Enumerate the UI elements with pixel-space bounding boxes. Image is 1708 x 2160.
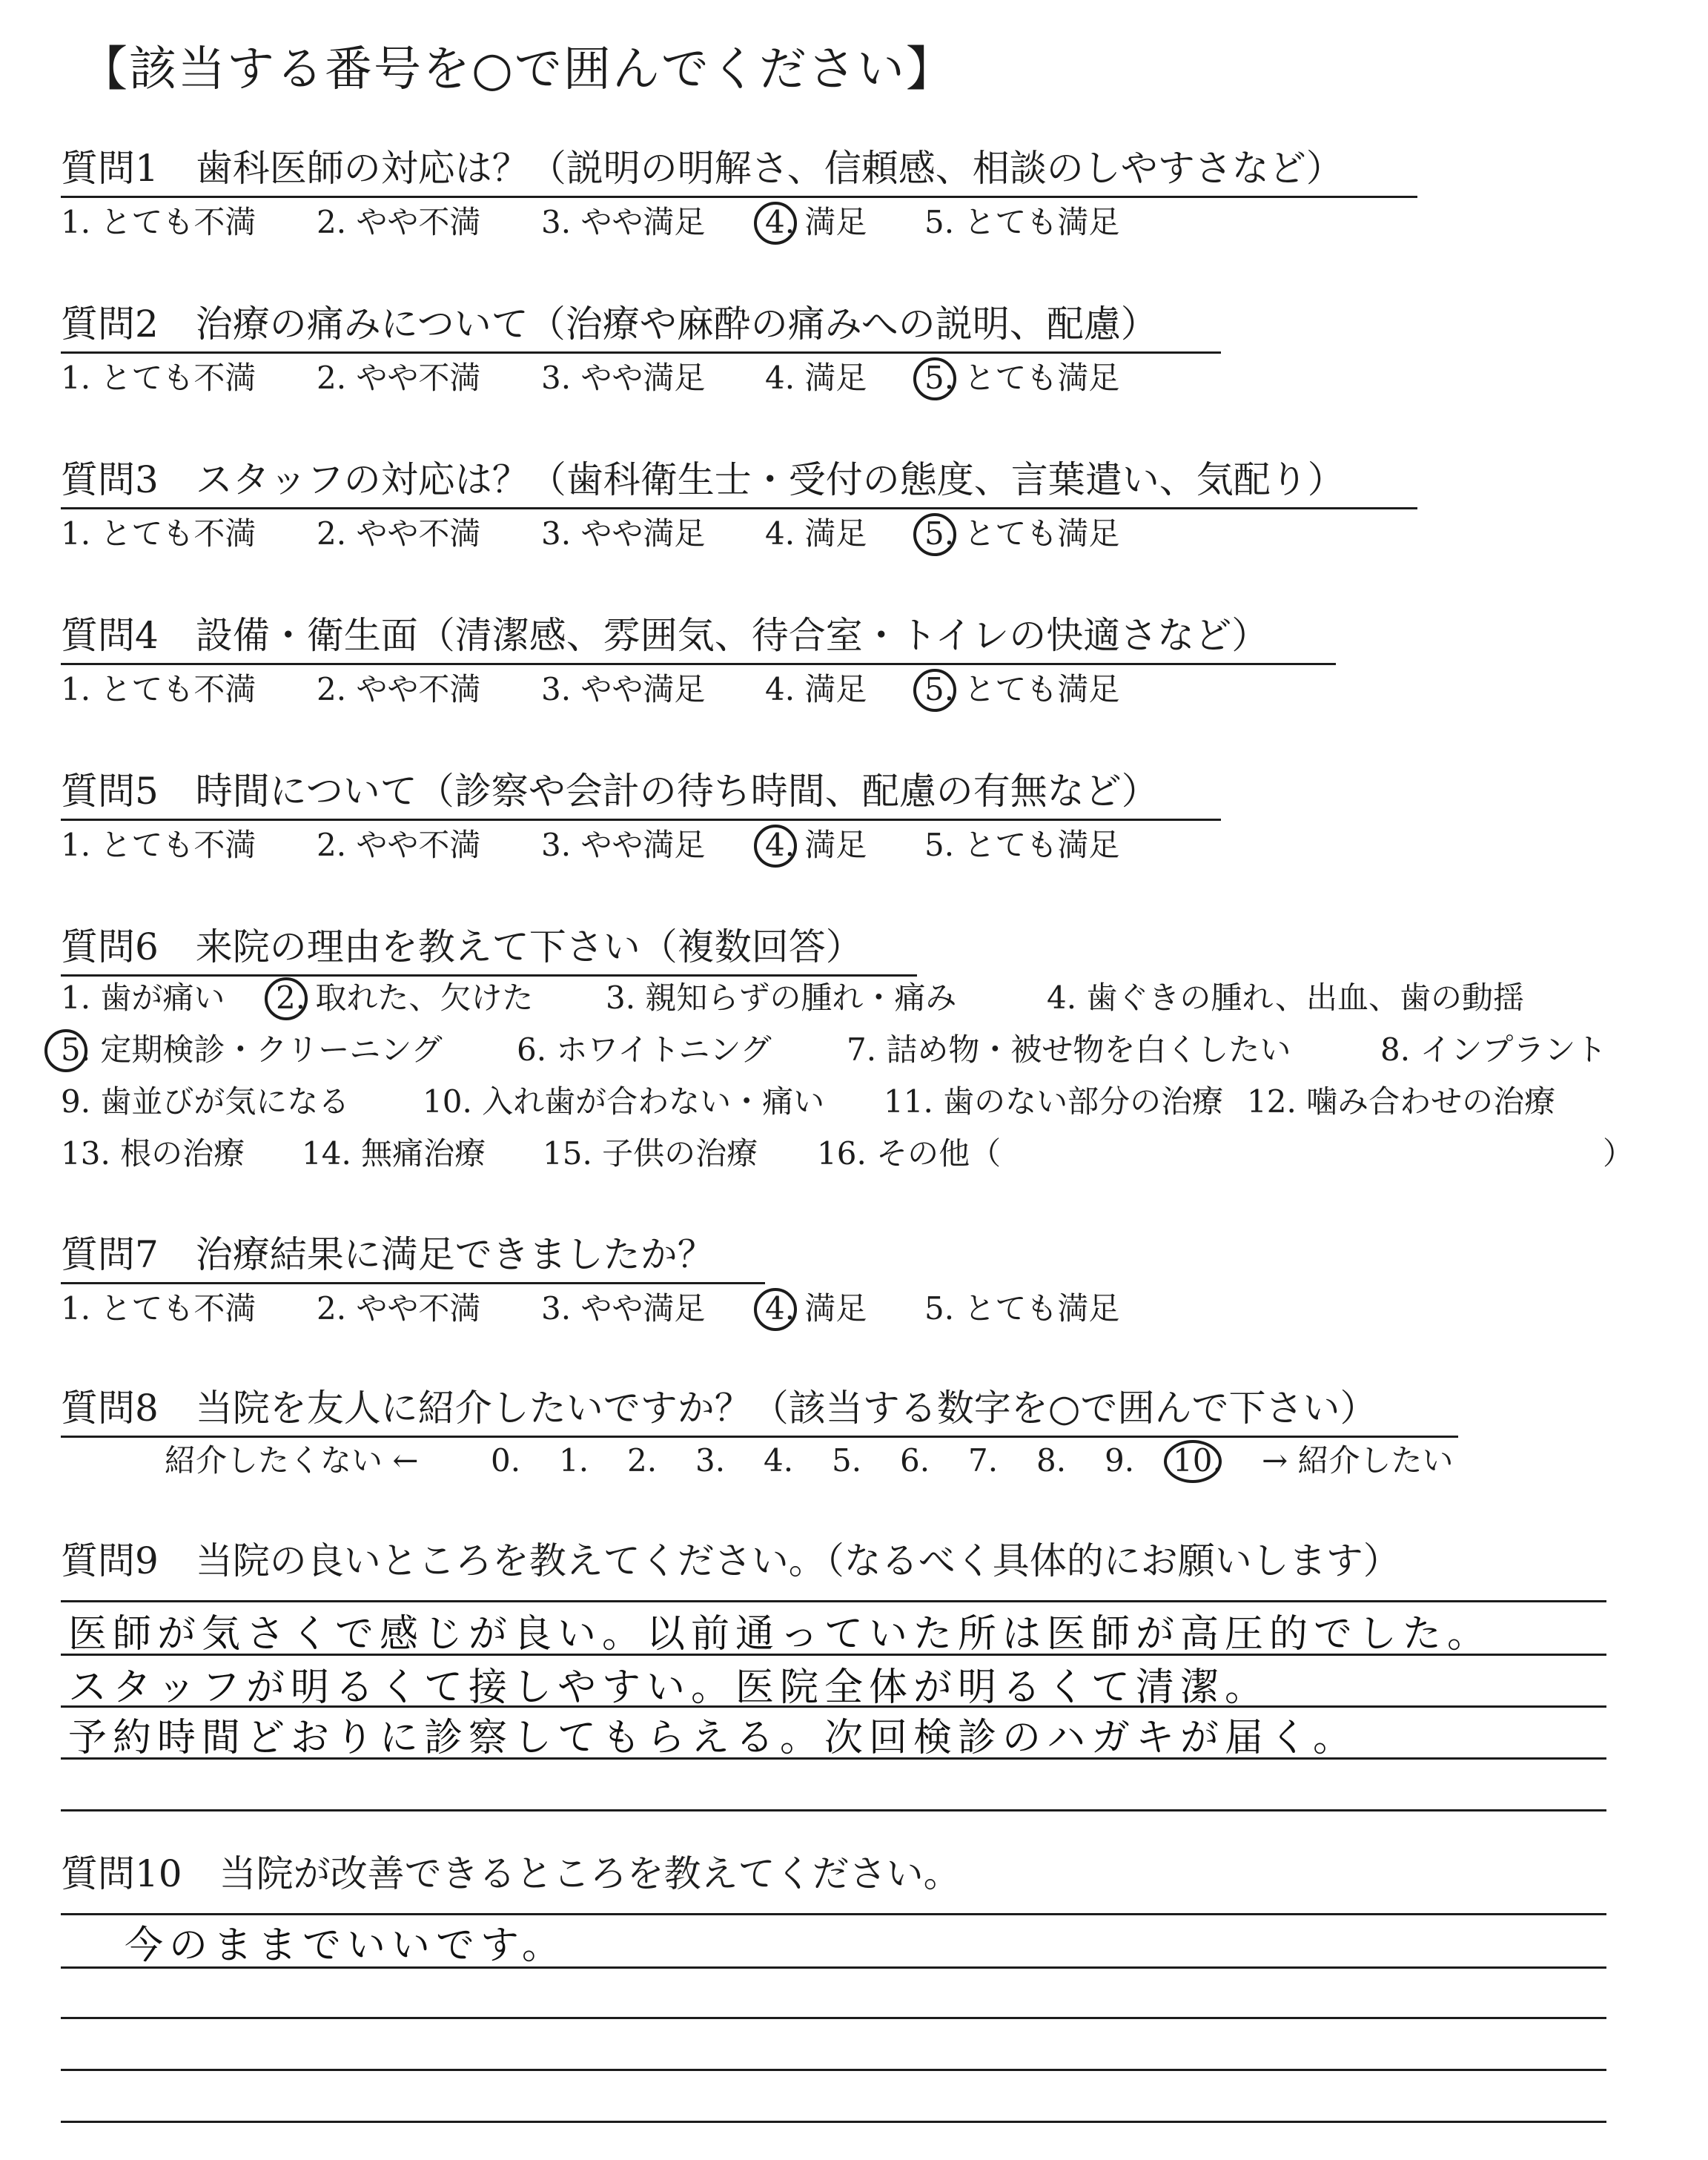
option-8[interactable]: 8. インプラント	[1380, 1031, 1607, 1068]
option-4[interactable]: 4. 歯ぐきの腫れ、出血、歯の動揺	[1047, 980, 1524, 1016]
option-2[interactable]: 2. やや不満	[317, 1290, 481, 1327]
option-3[interactable]: 3. やや満足	[541, 204, 706, 240]
option-5[interactable]: 5. とても満足	[924, 671, 1120, 707]
option-9[interactable]: 9. 歯並びが気になる	[61, 1083, 350, 1120]
answer-line	[61, 2017, 1606, 2019]
option-1[interactable]: 1. とても不満	[61, 515, 256, 552]
option-3[interactable]: 3. やや満足	[541, 360, 706, 396]
option-13[interactable]: 13. 根の治療	[61, 1135, 245, 1172]
question-1-title: 質問1 歯科医師の対応は？（説明の明解さ、信頼感、相談のしやすさなど）	[61, 141, 1417, 198]
option-5[interactable]: 5. とても満足	[924, 1290, 1120, 1327]
page-heading: 【該当する番号を○で囲んでください】	[80, 42, 955, 97]
option-1[interactable]: 1. とても不満	[61, 204, 256, 240]
question-10-title: 質問10 当院が改善できるところを教えてください。	[61, 1852, 961, 1895]
answer-text-1: 今のままでいいです。	[125, 1923, 566, 1968]
question-7-title: 質問7 治療結果に満足できましたか？	[61, 1227, 765, 1284]
option-5[interactable]: 5. とても満足	[924, 204, 1120, 240]
answer-line	[61, 2121, 1606, 2123]
option-5[interactable]: 5. とても満足	[924, 827, 1120, 863]
option-3[interactable]: 3. やや満足	[541, 515, 706, 552]
option-5[interactable]: 5. とても満足	[924, 515, 1120, 552]
answer-text-2: スタッフが明るくて接しやすい。医院全体が明るくて清潔。	[68, 1665, 1270, 1710]
option-4[interactable]: 4. 満足	[765, 1290, 867, 1327]
answer-line	[61, 1705, 1606, 1708]
answer-line	[61, 1757, 1606, 1760]
option-10[interactable]: 10. 入れ歯が合わない・痛い	[423, 1083, 825, 1120]
option-2[interactable]: 2. やや不満	[317, 360, 481, 396]
answer-line	[61, 1913, 1606, 1915]
option-1[interactable]: 1. とても不満	[61, 671, 256, 707]
option-3[interactable]: 3. やや満足	[541, 827, 706, 863]
option-4[interactable]: 4. 満足	[765, 515, 867, 552]
option-1[interactable]: 1. とても不満	[61, 827, 256, 863]
scale-left-label: 紹介したくない ←	[165, 1442, 419, 1479]
answer-line	[61, 1809, 1606, 1811]
question-2-title: 質問2 治療の痛みについて（治療や麻酔の痛みへの説明、配慮）	[61, 297, 1221, 354]
answer-line	[61, 2069, 1606, 2071]
option-2[interactable]: 2. やや不満	[317, 827, 481, 863]
question-5-title: 質問5 時間について（診察や会計の待ち時間、配慮の有無など）	[61, 764, 1221, 821]
question-6-title: 質問6 来院の理由を教えて下さい（複数回答）	[61, 919, 917, 977]
scale-5[interactable]: 5.	[832, 1442, 862, 1479]
answer-text-1: 医師が気さくで感じが良い。以前通っていた所は医師が高圧的でした。	[68, 1612, 1492, 1657]
option-1[interactable]: 1. 歯が痛い	[61, 980, 225, 1016]
option-11[interactable]: 11. 歯のない部分の治療	[884, 1083, 1224, 1120]
option-4[interactable]: 4. 満足	[765, 360, 867, 396]
answer-line	[61, 1600, 1606, 1602]
option-16[interactable]: 16. その他（	[817, 1135, 1002, 1172]
other-close-paren: ）	[1603, 1135, 1635, 1172]
option-2[interactable]: 2. 取れた、欠けた	[276, 980, 534, 1016]
question-4-title: 質問4 設備・衛生面（清潔感、雰囲気、待合室・トイレの快適さなど）	[61, 608, 1336, 665]
scale-1[interactable]: 1.	[559, 1442, 589, 1479]
scale-7[interactable]: 7.	[968, 1442, 999, 1479]
option-3[interactable]: 3. やや満足	[541, 671, 706, 707]
scale-2[interactable]: 2.	[627, 1442, 658, 1479]
scale-3[interactable]: 3.	[695, 1442, 726, 1479]
question-8-title: 質問8 当院を友人に紹介したいですか？（該当する数字を○で囲んで下さい）	[61, 1381, 1458, 1438]
option-4[interactable]: 4. 満足	[765, 204, 867, 240]
scale-right-label: → 紹介したい	[1262, 1442, 1454, 1479]
option-3[interactable]: 3. 親知らずの腫れ・痛み	[606, 980, 957, 1016]
option-7[interactable]: 7. 詰め物・被せ物を白くしたい	[847, 1031, 1291, 1068]
option-6[interactable]: 6. ホワイトニング	[517, 1031, 772, 1068]
answer-text-3: 予約時間どおりに診察してもらえる。次回検診のハガキが届く。	[68, 1716, 1357, 1760]
scale-4[interactable]: 4.	[764, 1442, 794, 1479]
option-2[interactable]: 2. やや不満	[317, 204, 481, 240]
scale-6[interactable]: 6.	[900, 1442, 930, 1479]
question-9-title: 質問9 当院の良いところを教えてください。（なるべく具体的にお願いします）	[61, 1539, 1400, 1582]
option-4[interactable]: 4. 満足	[765, 671, 867, 707]
option-5[interactable]: 5. とても満足	[924, 360, 1120, 396]
option-1[interactable]: 1. とても不満	[61, 360, 256, 396]
option-12[interactable]: 12. 噛み合わせの治療	[1247, 1083, 1556, 1120]
option-1[interactable]: 1. とても不満	[61, 1290, 256, 1327]
option-15[interactable]: 15. 子供の治療	[543, 1135, 758, 1172]
option-3[interactable]: 3. やや満足	[541, 1290, 706, 1327]
answer-line	[61, 1966, 1606, 1969]
option-5[interactable]: 5. 定期検診・クリーニング	[61, 1031, 443, 1068]
option-4[interactable]: 4. 満足	[765, 827, 867, 863]
scale-9[interactable]: 9.	[1105, 1442, 1135, 1479]
scale-10[interactable]: 10.	[1173, 1442, 1222, 1479]
scale-0[interactable]: 0.	[491, 1442, 521, 1479]
option-14[interactable]: 14. 無痛治療	[302, 1135, 486, 1172]
answer-line	[61, 1654, 1606, 1656]
option-2[interactable]: 2. やや不満	[317, 515, 481, 552]
scale-8[interactable]: 8.	[1036, 1442, 1067, 1479]
question-3-title: 質問3 スタッフの対応は？（歯科衛生士・受付の態度、言葉遣い、気配り）	[61, 452, 1417, 509]
option-2[interactable]: 2. やや不満	[317, 671, 481, 707]
recommend-scale	[61, 1439, 1484, 1483]
